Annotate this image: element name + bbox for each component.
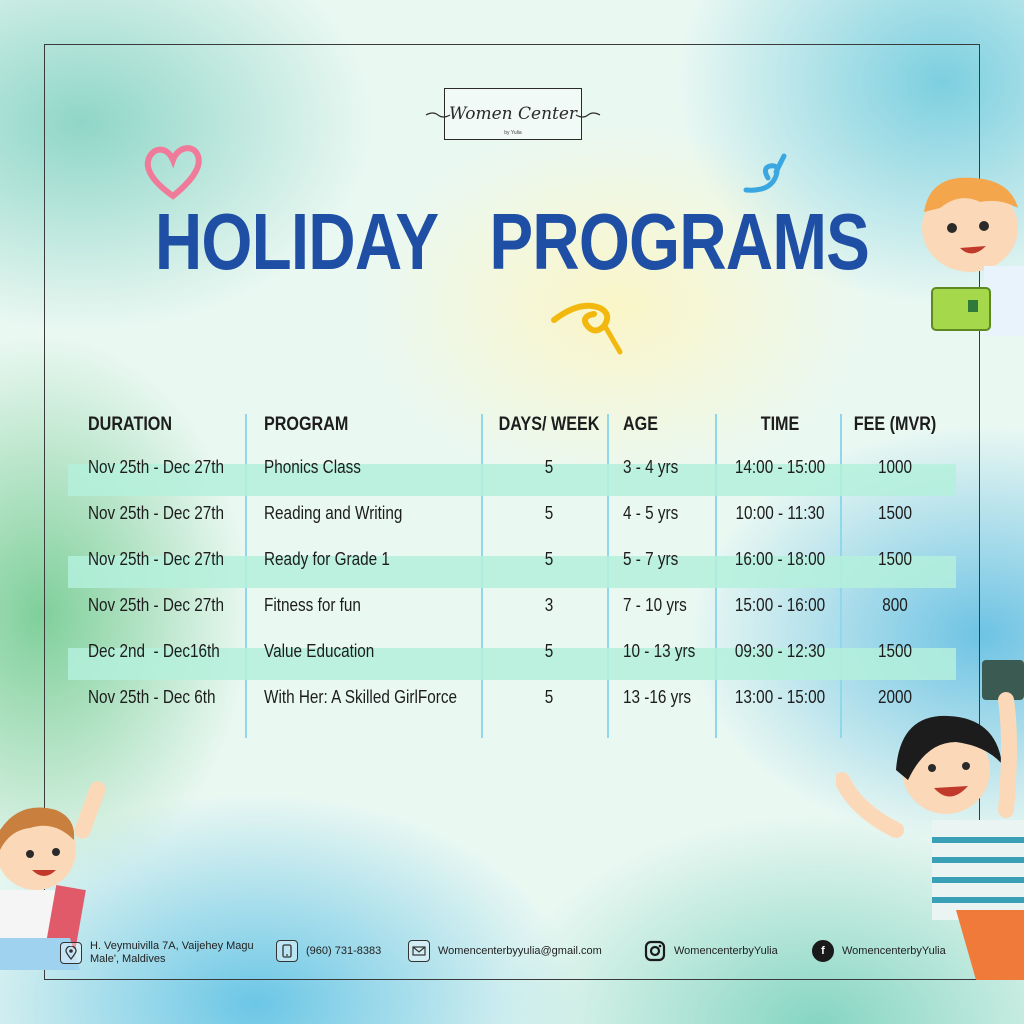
location-pin-icon <box>60 942 82 964</box>
logo-text: Women Center <box>448 104 578 124</box>
cell-program: With Her: A Skilled GirlForce <box>264 687 458 707</box>
cell-days: 5 <box>544 457 554 477</box>
footer-address <box>60 940 254 966</box>
email-link[interactable]: Womencenterbyyulia@gmail.com <box>438 944 602 957</box>
yellow-swirl-icon <box>550 298 626 356</box>
cell-age: 4 - 5 yrs <box>623 503 679 523</box>
cell-fee: 800 <box>882 595 908 615</box>
cell-duration: Nov 25th - Dec 6th <box>88 687 216 707</box>
cell-days: 5 <box>544 549 554 569</box>
cell-duration: Dec 2nd - Dec16th <box>88 641 220 661</box>
cell-time: 14:00 - 15:00 <box>734 457 826 477</box>
header-program: PROGRAM <box>264 414 349 435</box>
cell-time: 09:30 - 12:30 <box>734 641 826 661</box>
cell-age: 10 - 13 yrs <box>623 641 696 661</box>
cell-program: Phonics Class <box>264 457 361 477</box>
facebook-handle[interactable]: WomencenterbyYulia <box>842 944 946 957</box>
women-center-logo <box>444 88 582 140</box>
logo-swash-right <box>575 111 601 119</box>
header-age: AGE <box>623 414 659 435</box>
mail-icon <box>408 940 430 962</box>
cell-program: Reading and Writing <box>264 503 403 523</box>
logo-swash-left <box>425 111 451 119</box>
cell-time: 15:00 - 16:00 <box>734 595 826 615</box>
cell-days: 5 <box>544 641 554 661</box>
cell-age: 5 - 7 yrs <box>623 549 679 569</box>
header-days-week: DAYS/ WEEK <box>498 414 600 435</box>
blue-swirl-icon <box>742 150 788 196</box>
cell-days: 5 <box>544 687 554 707</box>
address-line2: Male', Maldives <box>90 953 166 965</box>
phone-text[interactable]: (960) 731-8383 <box>306 944 382 957</box>
program-table <box>68 414 956 740</box>
cell-fee: 1000 <box>877 457 913 477</box>
contact-footer <box>60 940 970 976</box>
cell-duration: Nov 25th - Dec 27th <box>88 595 225 615</box>
footer-instagram <box>644 940 778 962</box>
cell-fee: 1500 <box>877 549 913 569</box>
cell-fee: 1500 <box>877 503 913 523</box>
cell-program: Ready for Grade 1 <box>264 549 390 569</box>
header-time: TIME <box>760 414 800 435</box>
footer-phone <box>276 940 381 962</box>
cell-age: 7 - 10 yrs <box>623 595 687 615</box>
cell-time: 10:00 - 11:30 <box>735 503 825 523</box>
table-row <box>68 687 956 740</box>
cell-duration: Nov 25th - Dec 27th <box>88 503 225 523</box>
header-duration: DURATION <box>88 414 173 435</box>
cell-fee: 2000 <box>877 687 913 707</box>
cell-time: 13:00 - 15:00 <box>734 687 826 707</box>
instagram-handle[interactable]: WomencenterbyYulia <box>674 944 778 957</box>
page-title: HOLIDAY PROGRAMS <box>154 197 870 286</box>
cell-fee: 1500 <box>877 641 913 661</box>
cell-program: Value Education <box>264 641 375 661</box>
header-fee: FEE (MVR) <box>853 414 937 435</box>
footer-email <box>408 940 602 962</box>
phone-icon <box>276 940 298 962</box>
cell-age: 13 -16 yrs <box>623 687 692 707</box>
address-text <box>90 940 254 966</box>
facebook-icon[interactable]: f <box>812 940 834 962</box>
logo-subtext: by Yulia <box>504 130 522 136</box>
footer-facebook <box>812 940 946 962</box>
cell-duration: Nov 25th - Dec 27th <box>88 549 225 569</box>
cell-program: Fitness for fun <box>264 595 361 615</box>
cell-age: 3 - 4 yrs <box>623 457 679 477</box>
instagram-icon[interactable] <box>644 940 666 962</box>
cell-time: 16:00 - 18:00 <box>734 549 826 569</box>
cell-days: 5 <box>544 503 554 523</box>
cell-days: 3 <box>544 595 554 615</box>
address-line1: H. Veymuivilla 7A, Vaijehey Magu <box>90 940 254 952</box>
heart-icon <box>140 140 206 204</box>
cell-duration: Nov 25th - Dec 27th <box>88 457 225 477</box>
